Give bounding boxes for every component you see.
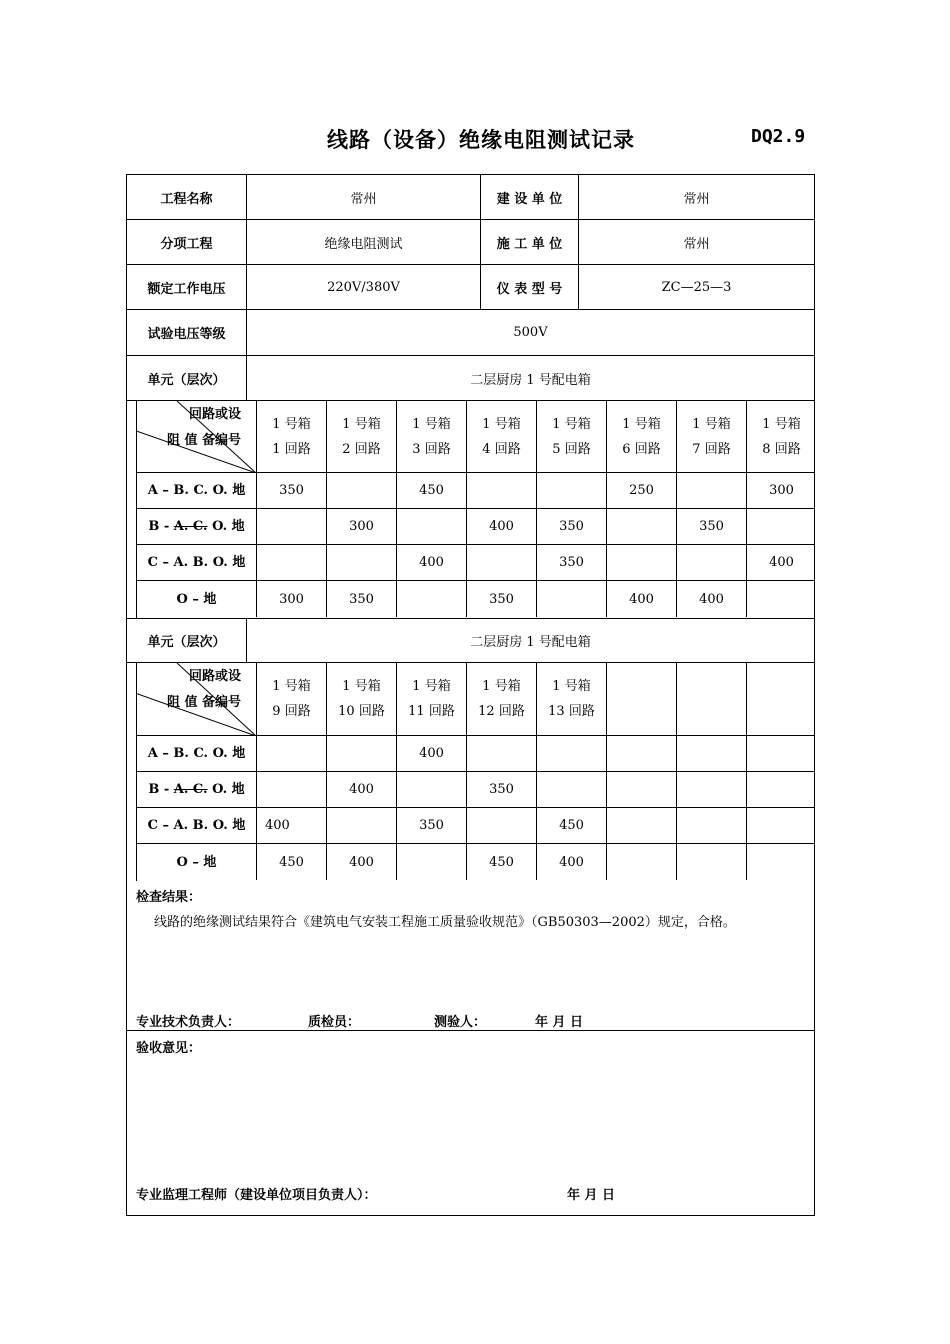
- block1-column-header: [466, 401, 536, 472]
- block2-resistance-value: 400: [256, 808, 326, 843]
- block2-unit-row: [127, 618, 814, 663]
- block1-resistance-value: 350: [676, 509, 746, 544]
- block1-data-row: [137, 545, 814, 581]
- block2-resistance-value: 400: [326, 844, 396, 880]
- block1-resistance-value: 300: [746, 473, 816, 508]
- row-label-part: O – 地: [176, 591, 217, 607]
- block2-resistance-value: [606, 808, 676, 843]
- block1-resistance-value: [536, 473, 606, 508]
- block1-resistance-value: 350: [466, 581, 536, 617]
- block1-diag-bottom-text: 阻 值 备编号: [167, 433, 242, 448]
- block2-resistance-value: [676, 808, 746, 843]
- block1-resistance-value: [256, 545, 326, 580]
- block2-resistance-value: 400: [396, 736, 466, 771]
- block1-resistance-value: 400: [746, 545, 816, 580]
- block2-resistance-value: 350: [466, 772, 536, 807]
- block2-column-header: [326, 663, 396, 735]
- block2-resistance-value: 400: [326, 772, 396, 807]
- block1-column-header: [326, 401, 396, 472]
- block2-resistance-value: [396, 772, 466, 807]
- block1-data-row: [137, 473, 814, 509]
- block2-resistance-value: [746, 772, 816, 807]
- row-label-part: C – A. B. O. 地: [147, 818, 246, 833]
- supervisor-signature: 专业监理工程师（建设单位项目负责人）：: [136, 1188, 377, 1203]
- block1-resistance-value: 450: [396, 473, 466, 508]
- block2-resistance-value: [536, 736, 606, 771]
- block1-grid: [136, 401, 814, 618]
- acceptance-date: 年 月 日: [567, 1188, 616, 1203]
- block2-row-label: [137, 736, 256, 771]
- block2-row-label: [137, 772, 256, 807]
- block1-resistance-value: [606, 545, 676, 580]
- block2-column-header: [536, 663, 606, 735]
- row-label-part: B -: [148, 782, 174, 797]
- block2-diagonal-header: [137, 663, 256, 736]
- block1-resistance-value: [256, 509, 326, 544]
- block2-resistance-value: [606, 772, 676, 807]
- block1-row-label: [137, 545, 256, 580]
- block2-data-row: [137, 844, 814, 880]
- acceptance-section: [127, 1031, 814, 1215]
- block1-header-row: [137, 401, 814, 473]
- block1-resistance-value: [396, 509, 466, 544]
- block2-resistance-value: [396, 844, 466, 880]
- block2-column-box: 1 号箱: [272, 679, 311, 694]
- block2-data-row: [137, 772, 814, 808]
- block1-resistance-value: 350: [536, 509, 606, 544]
- row-label-part: C – A. B. O. 地: [147, 555, 246, 570]
- block2-resistance-value: [256, 772, 326, 807]
- block2-resistance-value: [676, 844, 746, 880]
- row-label-struck: A. C.: [173, 519, 208, 534]
- block2-resistance-value: 450: [536, 808, 606, 843]
- block1-column-box: 1 号箱: [482, 416, 521, 432]
- block2-unit-label: 单元（层次）: [147, 635, 226, 650]
- block2-resistance-value: [536, 772, 606, 807]
- block1-unit-row: [127, 356, 814, 401]
- construction-unit-value: 常州: [578, 175, 814, 219]
- block1-column-header: [676, 401, 746, 472]
- block2-header-row: [137, 663, 814, 736]
- rated-voltage-label: 额定工作电压: [147, 281, 226, 297]
- builder-unit-value: 常州: [578, 220, 814, 264]
- tech-lead-signature: 专业技术负责人：: [136, 1015, 241, 1030]
- block2-resistance-value: [256, 736, 326, 771]
- block2-resistance-value: [326, 736, 396, 771]
- block2-row-label: [137, 844, 256, 880]
- block1-column-circuit: 1 回路: [272, 441, 311, 457]
- block2-column-header: [606, 663, 676, 735]
- block1-row-label: [137, 473, 256, 508]
- row-label-part: B -: [148, 519, 174, 534]
- tester-signature: 测验人：: [434, 1015, 487, 1030]
- inspection-heading: 检查结果：: [136, 890, 202, 905]
- block2-resistance-value: 450: [466, 844, 536, 880]
- block1-column-header: [256, 401, 326, 472]
- block1-row-label: [137, 509, 256, 544]
- row-label-struck: A. C.: [173, 782, 208, 797]
- block2-resistance-value: [746, 844, 816, 880]
- row-label-part: O – 地: [176, 854, 217, 870]
- block1-resistance-value: [746, 581, 816, 617]
- block1-column-box: 1 号箱: [762, 416, 801, 432]
- block1-diagonal-header: [137, 401, 256, 473]
- block2-resistance-value: [466, 808, 536, 843]
- info-row-project: [127, 175, 814, 220]
- inspection-date: 年 月 日: [535, 1015, 584, 1030]
- test-voltage-value: 500V: [246, 310, 814, 355]
- block1-column-header: [536, 401, 606, 472]
- block2-data-row: [137, 808, 814, 844]
- block2-resistance-value: 400: [536, 844, 606, 880]
- block1-column-header: [746, 401, 816, 472]
- block1-column-circuit: 6 回路: [622, 441, 661, 457]
- construction-unit-label: 建 设 单 位: [480, 175, 578, 219]
- block2-row-label: [137, 808, 256, 843]
- block1-resistance-value: 350: [326, 581, 396, 617]
- builder-unit-label: 施 工 单 位: [480, 220, 578, 264]
- block2-column-header: [676, 663, 746, 735]
- inspector-signature: 质检员：: [308, 1015, 361, 1030]
- block1-column-circuit: 4 回路: [482, 441, 521, 457]
- block2-column-header: [746, 663, 816, 735]
- block1-column-circuit: 3 回路: [412, 441, 451, 457]
- row-label-part: A – B. C. O. 地: [147, 483, 246, 498]
- block2-resistance-value: [676, 736, 746, 771]
- block1-data-row: [137, 509, 814, 545]
- project-name-value: 常州: [246, 175, 480, 219]
- row-label-tail: O. 地: [207, 519, 245, 534]
- block2-resistance-value: 450: [256, 844, 326, 880]
- block2-column-header: [396, 663, 466, 735]
- block1-row-label: [137, 581, 256, 617]
- info-row-test-voltage: [127, 310, 814, 356]
- test-record-form: [126, 174, 815, 1216]
- block2-column-header: [256, 663, 326, 735]
- block1-column-box: 1 号箱: [342, 416, 381, 432]
- block1-resistance-value: 300: [256, 581, 326, 617]
- block1-column-circuit: 2 回路: [342, 441, 381, 457]
- info-row-subproject: [127, 220, 814, 265]
- block1-resistance-value: [326, 473, 396, 508]
- block1-resistance-value: [536, 581, 606, 617]
- block1-resistance-value: [676, 473, 746, 508]
- sub-project-label: 分项工程: [160, 236, 213, 252]
- block1-resistance-value: 400: [606, 581, 676, 617]
- document-title-bar: [0, 120, 950, 154]
- block1-column-header: [396, 401, 466, 472]
- block1-resistance-value: [396, 581, 466, 617]
- block2-diag-top-text: 回路或设: [189, 669, 242, 684]
- block1-column-box: 1 号箱: [692, 416, 731, 432]
- block2-resistance-value: [326, 808, 396, 843]
- info-row-voltage: [127, 265, 814, 310]
- block1-diag-top-text: 回路或设: [189, 407, 242, 422]
- block2-unit-value: 二层厨房 1 号配电箱: [246, 619, 814, 662]
- block1-resistance-value: [746, 509, 816, 544]
- block1-resistance-value: 250: [606, 473, 676, 508]
- block2-column-box: 1 号箱: [412, 679, 451, 694]
- block1-column-circuit: 5 回路: [552, 441, 591, 457]
- meter-model-value: ZC—25—3: [578, 265, 814, 309]
- block1-resistance-value: 400: [676, 581, 746, 617]
- document-code: DQ2.9: [751, 126, 806, 147]
- block2-column-box: 1 号箱: [482, 679, 521, 694]
- block2-resistance-value: [606, 736, 676, 771]
- block2-column-circuit: 13 回路: [548, 704, 595, 719]
- block1-column-header: [606, 401, 676, 472]
- block2-grid: [136, 663, 814, 881]
- row-label-part: A – B. C. O. 地: [147, 746, 246, 761]
- block1-unit-label: 单元（层次）: [147, 372, 226, 388]
- block1-resistance-value: 350: [256, 473, 326, 508]
- document-title: 线路（设备）绝缘电阻测试记录: [327, 128, 635, 152]
- block2-column-box: 1 号箱: [552, 679, 591, 694]
- sub-project-value: 绝缘电阻测试: [246, 220, 480, 264]
- block2-column-circuit: 11 回路: [408, 704, 455, 719]
- block2-resistance-value: [746, 736, 816, 771]
- project-name-label: 工程名称: [160, 191, 213, 207]
- block1-column-circuit: 7 回路: [692, 441, 731, 457]
- block1-unit-value: 二层厨房 1 号配电箱: [246, 356, 814, 400]
- block2-resistance-value: 350: [396, 808, 466, 843]
- block2-resistance-value: [466, 736, 536, 771]
- inspection-section: [127, 881, 814, 1031]
- block1-resistance-value: 400: [466, 509, 536, 544]
- rated-voltage-value: 220V/380V: [246, 265, 480, 309]
- block1-column-box: 1 号箱: [622, 416, 661, 432]
- test-voltage-label: 试验电压等级: [147, 327, 226, 342]
- block2-column-box: 1 号箱: [342, 679, 381, 694]
- block1-column-box: 1 号箱: [272, 416, 311, 432]
- block2-data-row: [137, 736, 814, 772]
- row-label-tail: O. 地: [207, 782, 245, 797]
- block2-column-circuit: 12 回路: [478, 704, 525, 719]
- block2-column-circuit: 9 回路: [272, 704, 311, 719]
- meter-model-label: 仪 表 型 号: [480, 265, 578, 309]
- block1-column-circuit: 8 回路: [762, 441, 801, 457]
- block1-data-row: [137, 581, 814, 617]
- block1-resistance-value: [326, 545, 396, 580]
- block1-column-box: 1 号箱: [552, 416, 591, 432]
- block2-column-circuit: 10 回路: [338, 704, 385, 719]
- block2-diag-bottom-text: 阻 值 备编号: [167, 695, 242, 710]
- block2-resistance-value: [606, 844, 676, 880]
- block1-resistance-value: [676, 545, 746, 580]
- block2-resistance-value: [676, 772, 746, 807]
- block1-resistance-value: [466, 473, 536, 508]
- block1-resistance-value: 350: [536, 545, 606, 580]
- block1-resistance-value: [466, 545, 536, 580]
- block1-resistance-value: 400: [396, 545, 466, 580]
- block2-column-header: [466, 663, 536, 735]
- block1-resistance-value: [606, 509, 676, 544]
- block1-column-box: 1 号箱: [412, 416, 451, 432]
- acceptance-heading: 验收意见：: [136, 1041, 202, 1056]
- block2-resistance-value: [746, 808, 816, 843]
- block1-resistance-value: 300: [326, 509, 396, 544]
- inspection-text: 线路的绝缘测试结果符合《建筑电气安装工程施工质量验收规范》（GB50303—2002）规定，合格。: [154, 915, 736, 930]
